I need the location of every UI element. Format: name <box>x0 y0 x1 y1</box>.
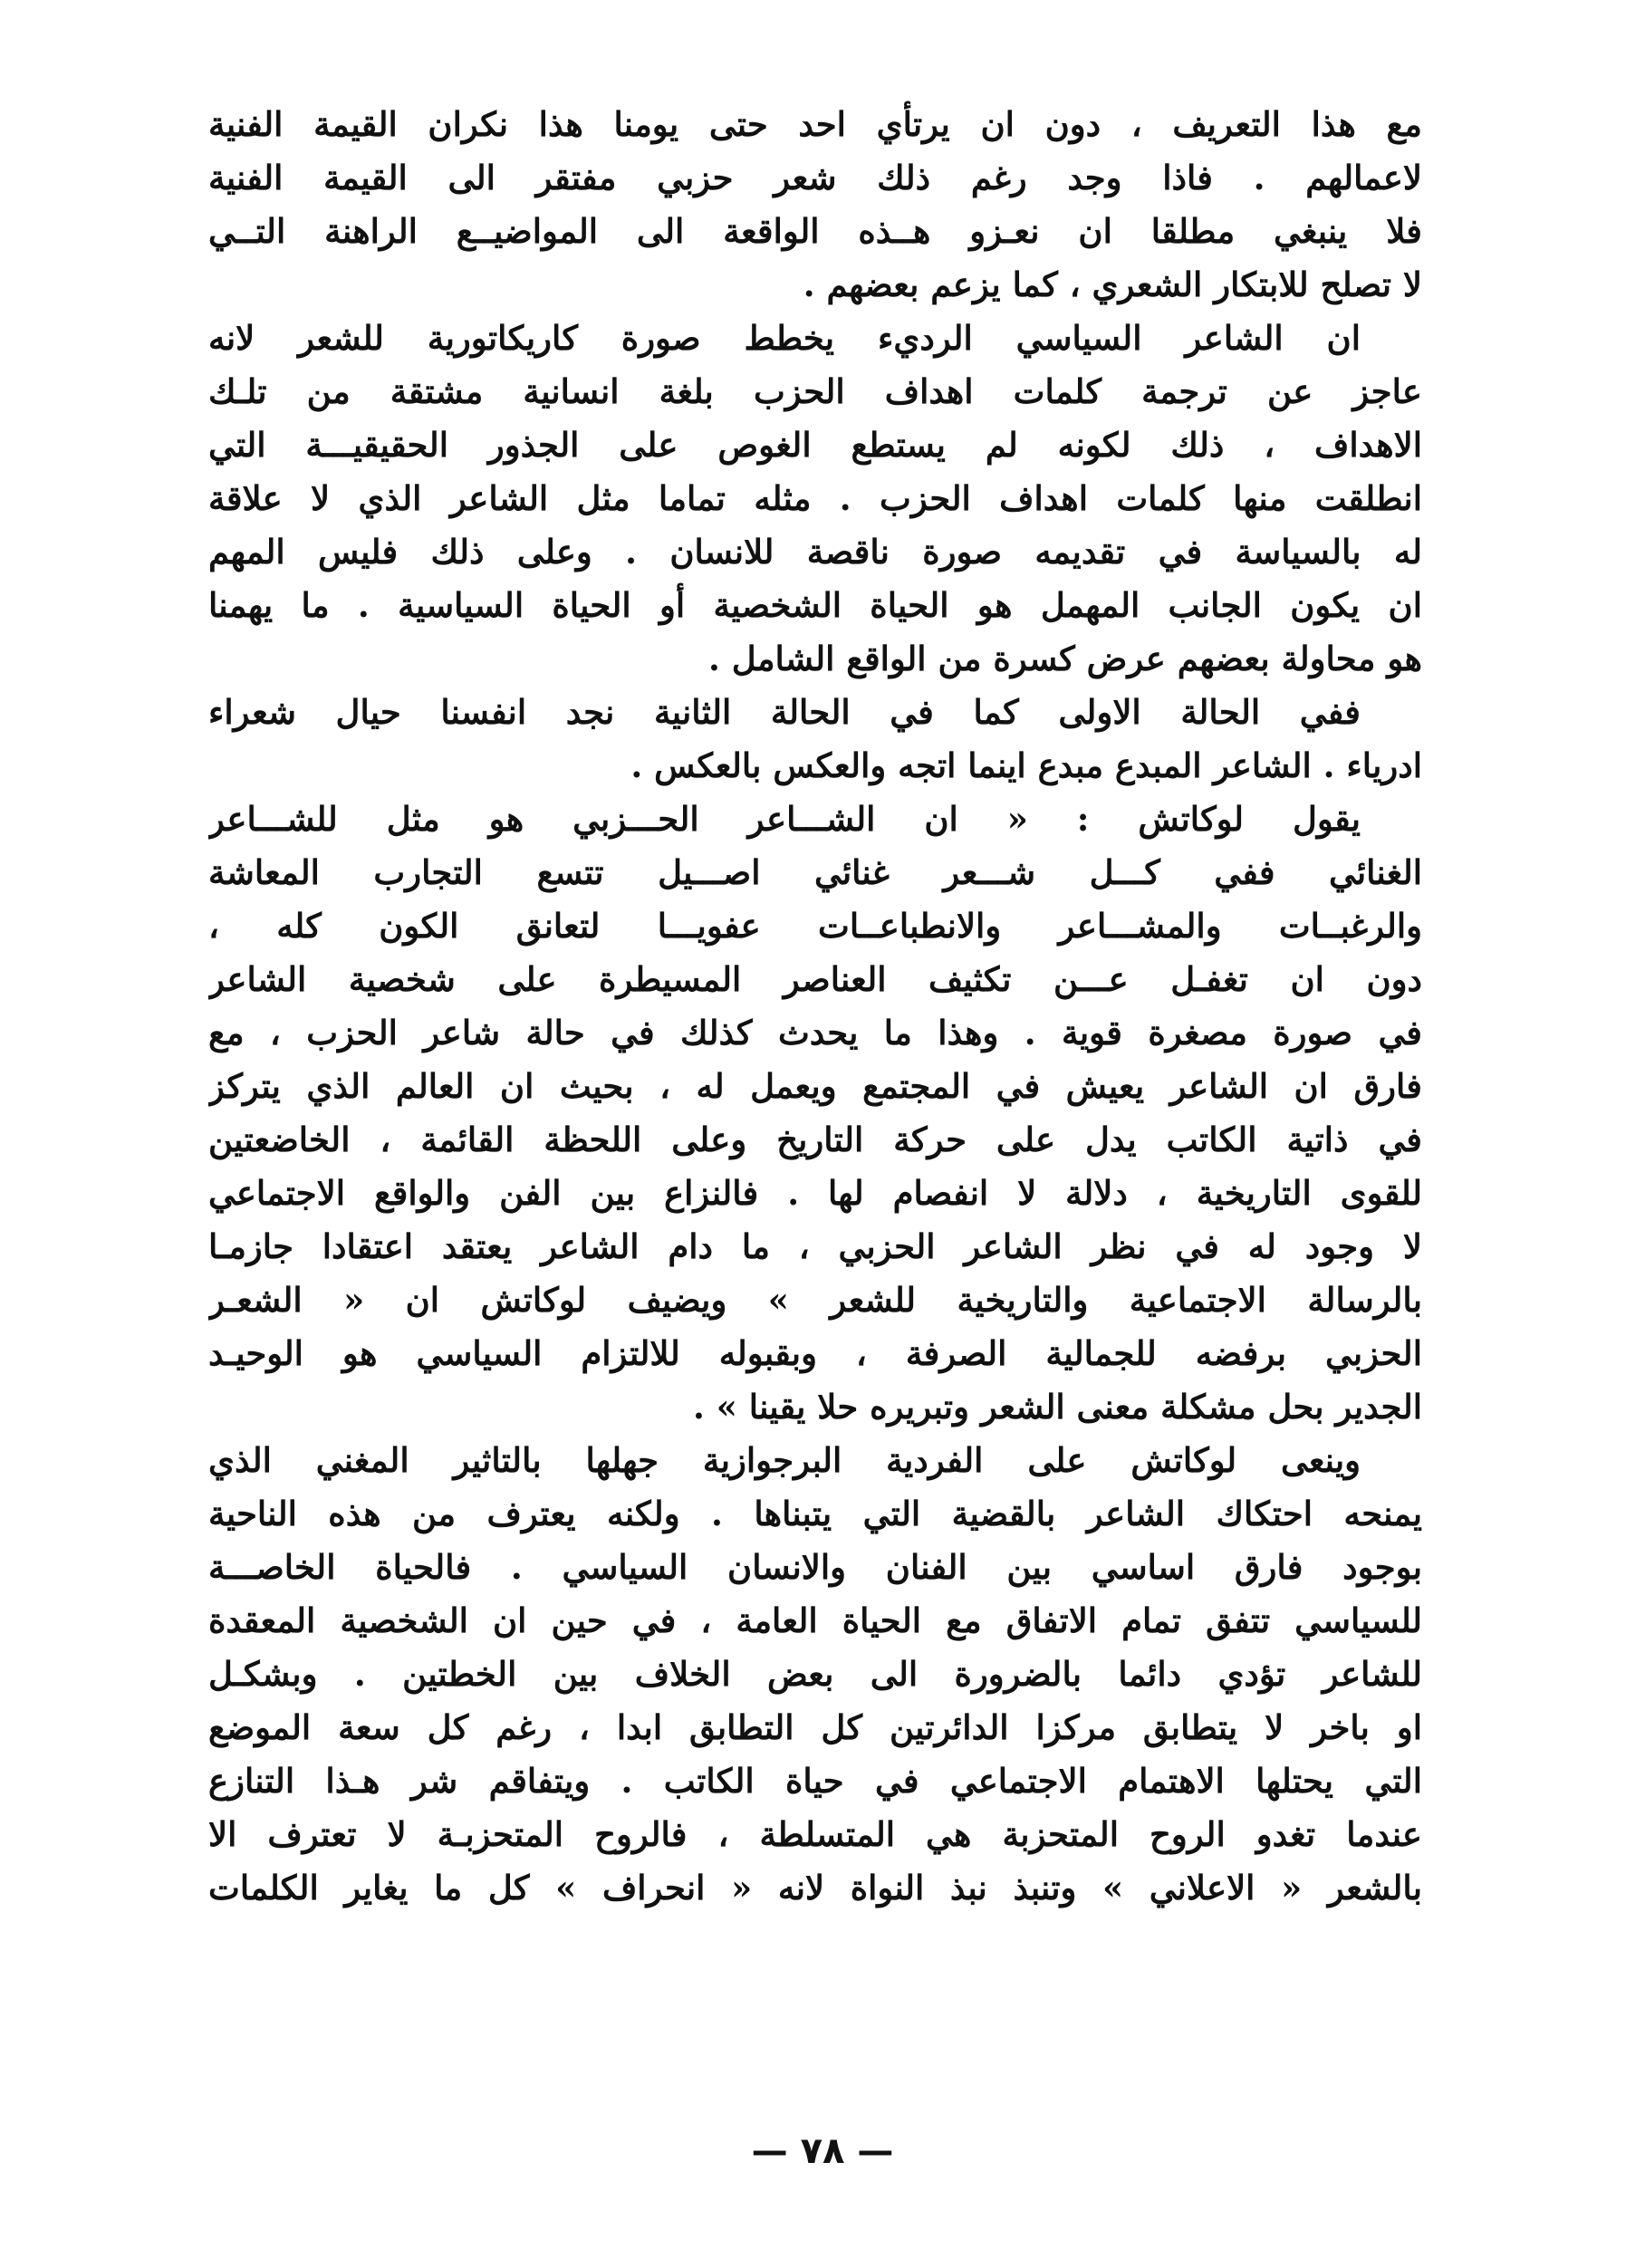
text-line: والرغبــات والمشـــاعر والانطباعــات عفويـــا لتعانق الكون كله ، <box>208 906 1422 946</box>
text-line: بوجود فارق اساسي بين الفنان والانسان السياسي . فالحياة الخاصـــة <box>208 1547 1422 1587</box>
text-line: الحزبي برفضه للجمالية الصرفة ، وبقبوله للالتزام السياسي هو الوحيـد <box>208 1333 1422 1373</box>
text-line: للشاعر تؤدي دائما بالضرورة الى بعض الخلاف بين الخطتين . وبشكـل <box>208 1654 1422 1694</box>
text-line: عاجز عن ترجمة كلمات اهداف الحزب بلغة انسانية مشتقة من تلـك <box>208 371 1422 411</box>
text-line: لا وجود له في نظر الشاعر الحزبي ، ما دام الشاعر يعتقد اعتقادا جازمـا <box>208 1226 1422 1266</box>
text-line: في ذاتية الكاتب يدل على حركة التاريخ وعلى اللحظة القائمة ، الخاضعتين <box>208 1120 1422 1159</box>
text-line: له بالسياسة في تقديمه صورة ناقصة للانسان . وعلى ذلك فليس المهم <box>208 532 1422 572</box>
text-line: الاهداف ، ذلك لكونه لم يستطع الغوص على الجذور الحقيقيـــة التي <box>208 425 1422 465</box>
text-line: وينعى لوكاتش على الفردية البرجوازية جهلها بالتاثير المغني الذي <box>208 1440 1361 1480</box>
text-line: يمنحه احتكاك الشاعر بالقضية التي يتبناها . ولكنه يعترف من هذه الناحية <box>208 1494 1422 1533</box>
text-line: بالشعر « الاعلاني » وتنبذ نبذ النواة لانه « انحراف » كل ما يغاير الكلمات <box>208 1868 1422 1908</box>
text-line: للقوى التاريخية ، دلالة لا انفصام لها . فالنزاع بين الفن والواقع الاجتماعي <box>208 1173 1422 1213</box>
text-line: ان يكون الجانب المهمل هو الحياة الشخصية أو الحياة السياسية . ما يهمنا <box>208 585 1422 625</box>
text-line: يقول لوكاتش : « ان الشـــاعر الحـــزبي هو مثل للشـــاعر <box>208 799 1361 839</box>
text-line: عندما تغدو الروح المتحزبة هي المتسلطة ، فالروح المتحزبـة لا تعترف الا <box>208 1814 1422 1854</box>
text-line: الجدير بحل مشكلة معنى الشعر وتبريره حلا يقينا » . <box>693 1387 1422 1427</box>
text-line: مع هذا التعريف ، دون ان يرتأي احد حتى يومنا هذا نكران القيمة الفنية <box>208 104 1422 144</box>
text-line: ادرياء . الشاعر المبدع مبدع اينما اتجه والعكس بالعكس . <box>630 745 1422 785</box>
page-number: — ٧٨ — <box>751 2130 894 2172</box>
text-line: الغنائي ففي كـــل شـــعر غنائي اصـــيل تتسع التجارب المعاشة <box>208 852 1422 892</box>
text-line: التي يحتلها الاهتمام الاجتماعي في حياة الكاتب . ويتفاقم شر هـذا التنازع <box>208 1761 1422 1801</box>
text-line: دون ان تغفـل عـــن تكثيف العناصر المسيطرة على شخصية الشاعر <box>208 959 1422 999</box>
body-text <box>208 98 1422 1915</box>
text-line: للسياسي تتفق تمام الاتفاق مع الحياة العامة ، في حين ان الشخصية المعقدة <box>208 1600 1422 1640</box>
text-line: انطلقت منها كلمات اهداف الحزب . مثله تماما مثل الشاعر الذي لا علاقة <box>208 478 1422 518</box>
text-line: فارق ان الشاعر يعيش في المجتمع ويعمل له ، بحيث ان العالم الذي يتركز <box>208 1066 1422 1106</box>
text-line: ان الشاعر السياسي الرديء يخطط صورة كاريكاتورية للشعر لانه <box>208 318 1361 358</box>
text-line: هو محاولة بعضهم عرض كسرة من الواقع الشامل . <box>707 639 1422 678</box>
text-line: لا تصلح للابتكار الشعري ، كما يزعم بعضهم . <box>803 264 1422 304</box>
text-line: ففي الحالة الاولى كما في الحالة الثانية نجد انفسنا حيال شعراء <box>208 692 1361 732</box>
text-line: او باخر لا يتطابق مركزا الدائرتين كل التطابق ابدا ، رغم كل سعة الموضع <box>208 1707 1422 1747</box>
text-line: بالرسالة الاجتماعية والتاريخية للشعر » ويضيف لوكاتش ان « الشعـر <box>208 1280 1422 1320</box>
text-line: فلا ينبغي مطلقا ان نعـزو هــذه الواقعة الى المواضيــع الراهنة التــي <box>208 211 1422 251</box>
text-line: لاعمالهم . فاذا وجد رغم ذلك شعر حزبي مفتقر الى القيمة الفنية <box>208 158 1422 197</box>
text-line: في صورة مصغرة قوية . وهذا ما يحدث كذلك في حالة شاعر الحزب ، مع <box>208 1013 1422 1052</box>
